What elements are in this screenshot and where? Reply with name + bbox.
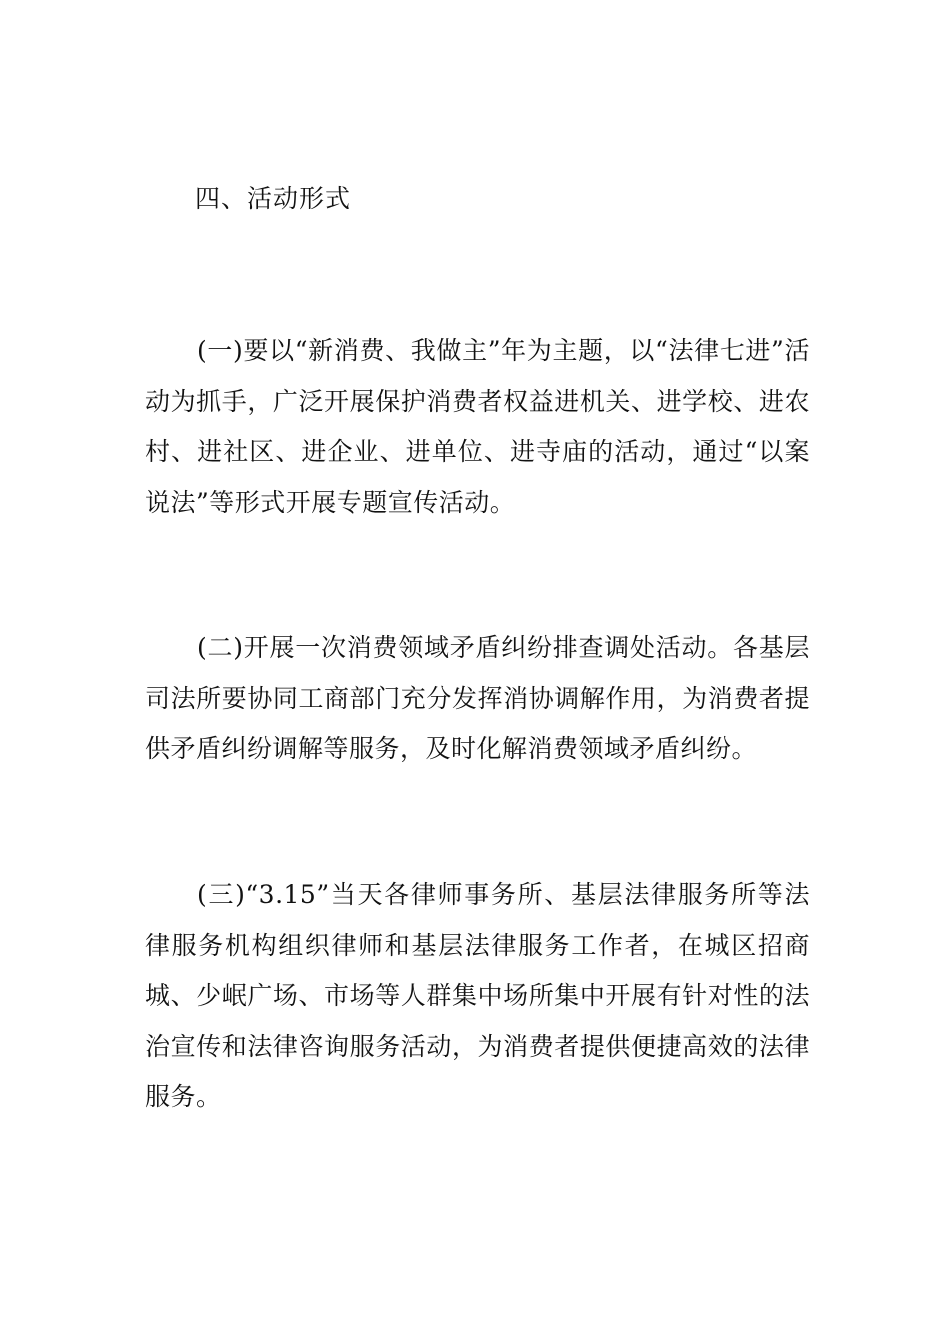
paragraph-item-3: (三)“3.15”当天各律师事务所、基层法律服务所等法律服务机构组织律师和基层法律服务工作者，在城区招商城、少岷广场、市场等人群集中场所集中开展有针对性的法治宣传和法律咨询服务活动，为消费者提供便捷高效的法律服务。	[145, 880, 810, 1111]
paragraph-item-2: (二)开展一次消费领域矛盾纠纷排查调处活动。各基层司法所要协同工商部门充分发挥消协调解作用，为消费者提供矛盾纠纷调解等服务，及时化解消费领域矛盾纠纷。	[145, 633, 810, 763]
paragraph-item-1: (一)要以“新消费、我做主”年为主题，以“法律七进”活动为抓手，广泛开展保护消费者权益进机关、进学校、进农村、进社区、进企业、进单位、进寺庙的活动，通过“以案说法”等形式开展专题宣传活动。	[145, 336, 810, 517]
section-heading: 四、活动形式	[195, 184, 352, 213]
